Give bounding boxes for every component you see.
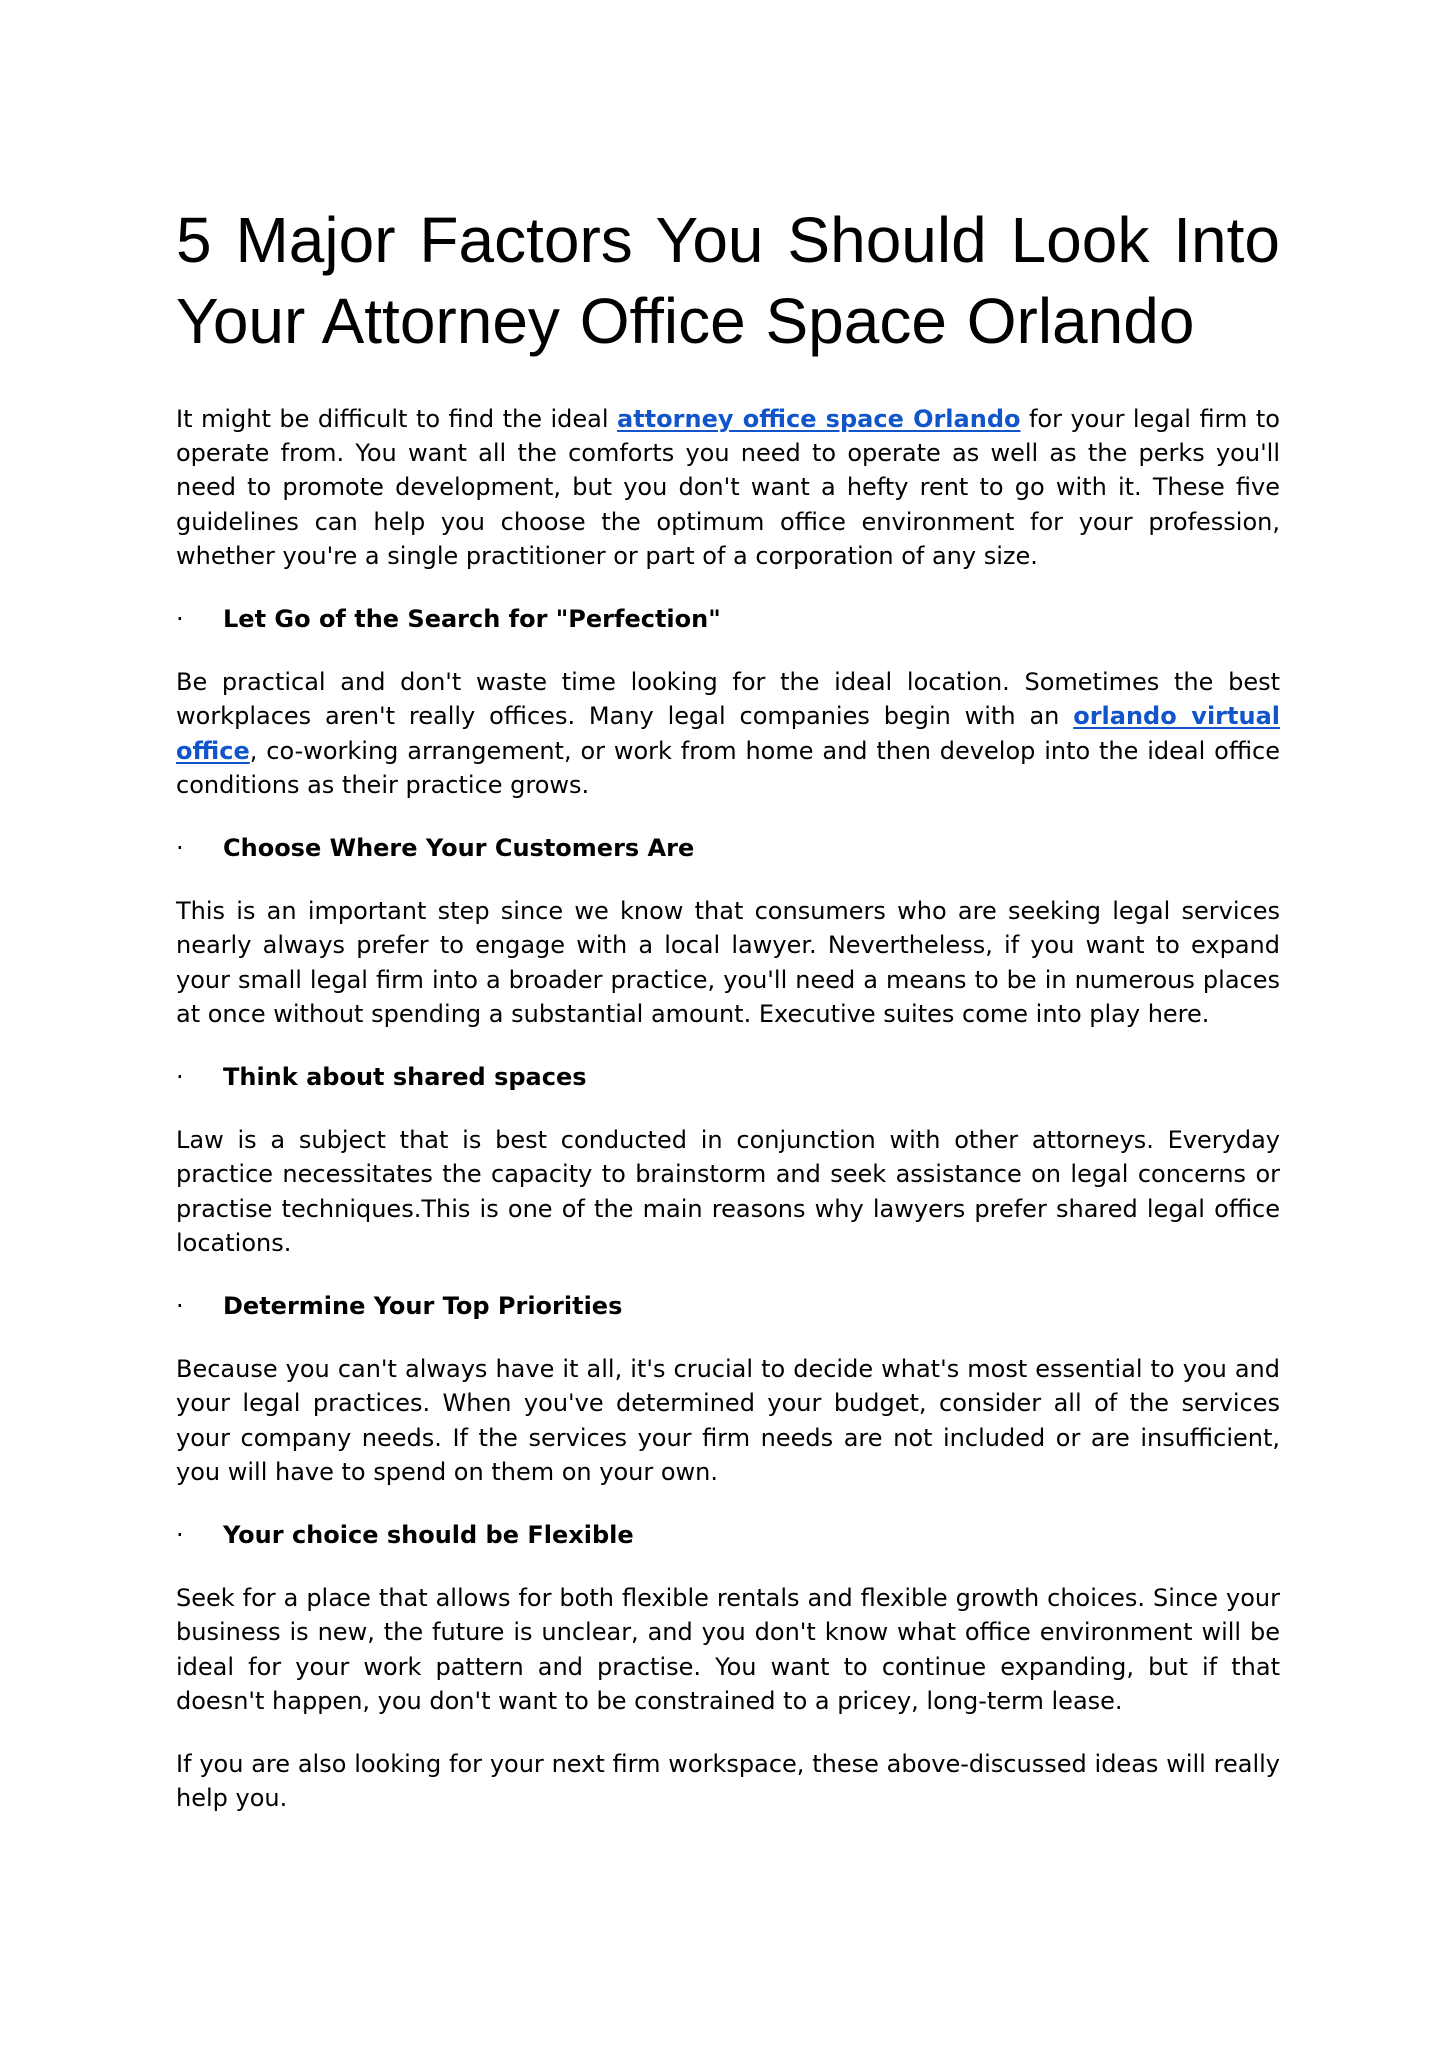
- bullet-dot: ·: [176, 834, 184, 863]
- section-text-before: Be practical and don't waste time looking for the ideal location. Sometimes the best workplaces aren't really offices. Many legal companies begin with an: [176, 668, 1280, 731]
- link-attorney-office-space-orlando[interactable]: attorney office space Orlando: [617, 405, 1021, 433]
- section-text-after: , co-working arrangement, or work from home and then develop into the ideal office conditions as their practice grows.: [176, 736, 1280, 799]
- link-orlando-virtual-office[interactable]: orlando virtual office: [176, 702, 1280, 765]
- section-paragraph: Law is a subject that is best conducted in conjunction with other attorneys. Everyday practice necessitates the capacity to brainstorm and seek assistance on legal concerns or practise techniques.This is one of the main reasons why lawyers prefer shared legal office locations.: [176, 1126, 1280, 1257]
- section-heading-text: Choose Where Your Customers Are: [223, 834, 695, 863]
- section-heading: [176, 1289, 1280, 1323]
- intro-paragraph: [176, 402, 1280, 573]
- section-paragraph: This is an important step since we know that consumers who are seeking legal services nearly always prefer to engage with a local lawyer. Nevertheless, if you want to expand your small legal firm into a broader practice, you'll need a means to be in numerous places at once without spending a substantial amount. Executive suites come into play here.: [176, 897, 1280, 1028]
- bullet-dot: ·: [176, 605, 184, 634]
- section-heading-text: Think about shared spaces: [223, 1063, 587, 1092]
- section-paragraph: [176, 665, 1280, 802]
- section-heading-text: Determine Your Top Priorities: [223, 1292, 623, 1321]
- conclusion-paragraph: If you are also looking for your next firm workspace, these above-discussed ideas will really help you.: [176, 1750, 1280, 1813]
- section-heading: [176, 831, 1280, 865]
- bullet-dot: ·: [176, 1292, 184, 1321]
- section-paragraph: Seek for a place that allows for both flexible rentals and flexible growth choices. Since your business is new, the future is unclear, and you don't know what office environment will be ideal for your work pattern and practise. You want to continue expanding, but if that doesn't happen, you don't want to be constrained to a pricey, long-term lease.: [176, 1584, 1280, 1715]
- intro-text-before: It might be difficult to find the ideal: [176, 405, 618, 433]
- section-heading: [176, 602, 1280, 636]
- bullet-dot: ·: [176, 1521, 184, 1550]
- section-heading: [176, 1518, 1280, 1552]
- bullet-dot: ·: [176, 1063, 184, 1092]
- document-page: [176, 200, 1280, 1845]
- section-heading-text: Your choice should be Flexible: [223, 1521, 634, 1550]
- intro-text-after: for your legal firm to operate from. You want all the comforts you need to operate as well as the perks you'll need to promote development, but you don't want a hefty rent to go with it. These five guidelines can help you choose the optimum office environment for your profession, whether you're a single practitioner or part of a corporation of any size.: [176, 405, 1280, 570]
- section-paragraph: Because you can't always have it all, it's crucial to decide what's most essential to you and your legal practices. When you've determined your budget, consider all of the services your company needs. If the services your firm needs are not included or are insufficient, you will have to spend on them on your own.: [176, 1355, 1280, 1486]
- section-heading-text: Let Go of the Search for "Perfection": [223, 605, 721, 634]
- page-title: 5 Major Factors You Should Look Into Your Attorney Office Space Orlando: [176, 204, 1280, 357]
- section-heading: [176, 1060, 1280, 1094]
